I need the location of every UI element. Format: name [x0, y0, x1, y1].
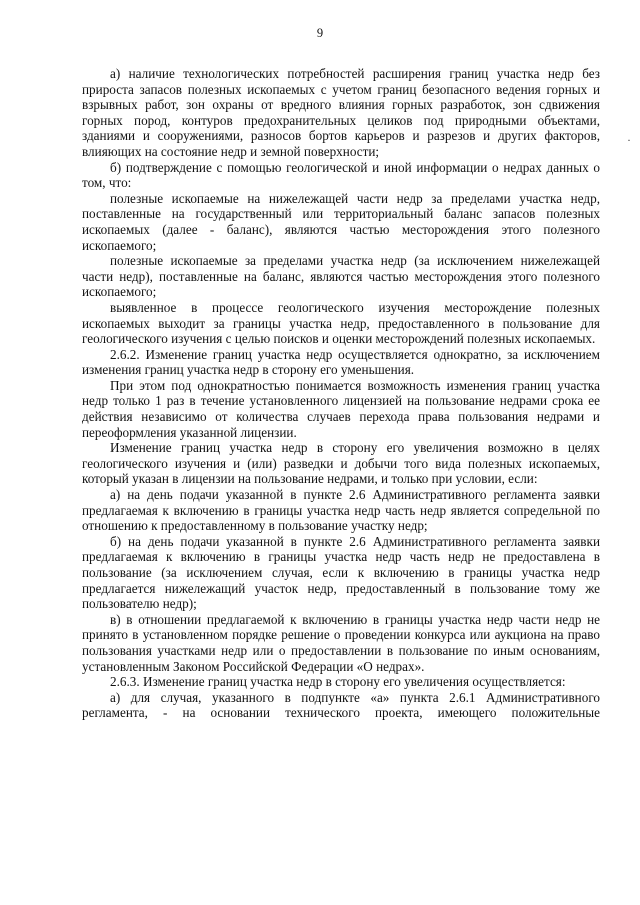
paragraph-a-technological-needs: а) наличие технологических потребностей расширения границ участка недр без прироста запасов полезных ископаемых с учетом границ безопасного ведения горных и взрывных работ, зон охраны от вредного влияния горных разработок, зон сдвижения горных пород, контуров предохранительных целиков под природными объектами, зданиями и сооружениями, разносов бортов карьеров и разрезов и других факторов, влияющих на состояние недр и земной поверхности; [82, 66, 600, 159]
paragraph-minerals-outside: полезные ископаемые за пределами участка недр (за исключением нижележащей части недр), поставленные на баланс, являются частью месторождения этого полезного ископаемого; [82, 253, 600, 300]
page-number: 9 [316, 26, 324, 40]
edge-mark: · [627, 133, 631, 147]
paragraph-discovered-deposit: выявленное в процессе геологического изучения месторождение полезных ископаемых выходит за границы участка недр, предоставленного в пользование для геологического изучения с целью поисков и оценки месторождений полезных ископаемых. [82, 299, 600, 347]
paragraph-increase-conditions: Изменение границ участка недр в сторону его увеличения возможно в целях геологического изучения и (или) разведки и добычи того вида полезных ископаемых, который указан в лицензии на пользование недрами, и только при условии, если: [82, 440, 600, 487]
paragraph-underlying-minerals: полезные ископаемые на нижележащей части недр за пределами участка недр, поставленные на государственный или территориальный баланс запасов полезных ископаемых (далее - баланс), являются частью месторождения этого полезного ископаемого; [82, 190, 600, 253]
paragraph-condition-a: а) на день подачи указанной в пункте 2.6 Административного регламента заявки предлагаемая к включению в границы участка недр часть недр является сопредельной по отношению к предоставленному в пользование участку недр; [82, 487, 600, 534]
document-body [82, 66, 600, 721]
paragraph-2-6-3: 2.6.3. Изменение границ участка недр в сторону его увеличения осуществляется: [110, 674, 566, 690]
paragraph-condition-b: б) на день подачи указанной в пункте 2.6 Административного регламента заявки предлагаемая к включению в границы участка недр часть недр не предоставлена в пользование (за исключением случая, если к включению в границы участка недр предлагается нижележащий участок недр, предоставленный в пользование тому же пользователю недр); [82, 533, 600, 612]
paragraph-2-6-3-a: а) для случая, указанного в подпункте «а» пункта 2.6.1 Административного регламента, - на основании технического проекта, имеющего положительные [82, 689, 600, 721]
paragraph-once-definition: При этом под однократностью понимается возможность изменения границ участка недр только 1 раз в течение установленного лицензией на пользование недрами срока ее действия независимо от количества случаев перехода права пользования недрами и переоформления указанной лицензии. [82, 377, 600, 440]
paragraph-2-6-2: 2.6.2. Изменение границ участка недр осуществляется однократно, за исключением изменения границ участка недр в сторону его уменьшения. [82, 346, 600, 378]
paragraph-condition-c: в) в отношении предлагаемой к включению в границы участка недр части недр не принято в установленном порядке решение о проведении конкурса или аукциона на право пользования участками недр или о предоставлении в пользование по иным основаниям, установленным Законом Российской Федерации «О недрах». [82, 611, 600, 674]
paragraph-b-confirmation: б) подтверждение с помощью геологической и иной информации о недрах данных о том, что: [82, 159, 600, 191]
